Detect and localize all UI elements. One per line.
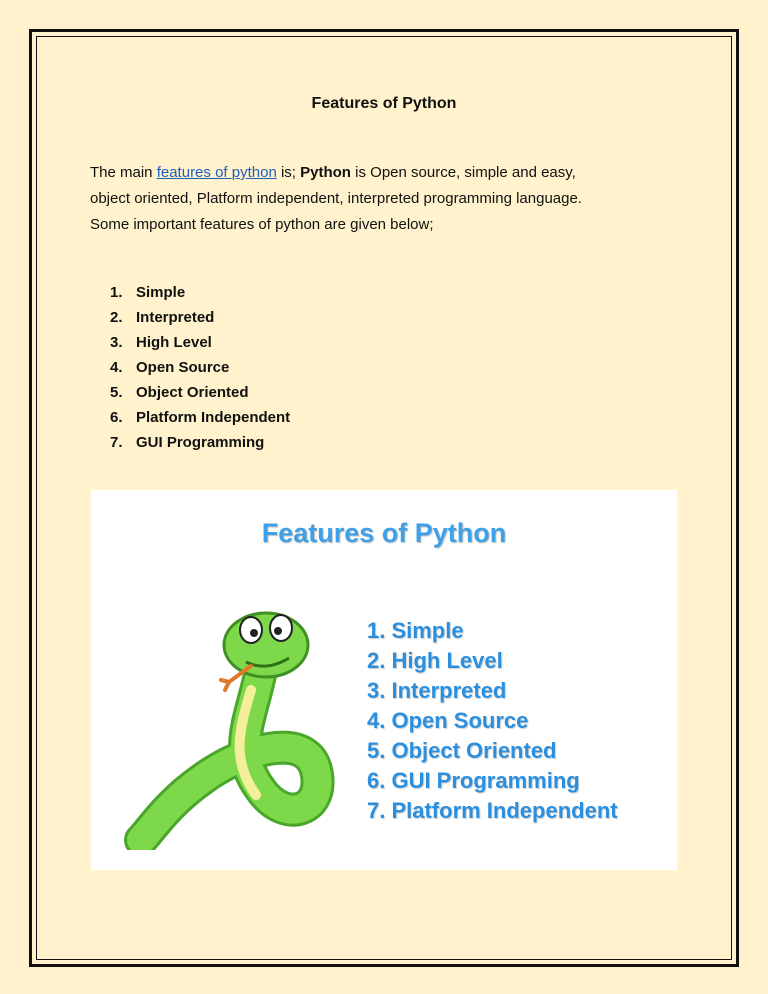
feature-list [110, 280, 290, 455]
list-item [110, 380, 290, 405]
list-item [110, 430, 290, 455]
list-label: Platform Independent [136, 409, 291, 426]
figure-list-item: 6. GUI Programming [367, 768, 580, 793]
intro-rest: is Open source, simple and easy, [350, 164, 576, 181]
figure-list-item: 3. Interpreted [367, 678, 507, 703]
list-item [110, 355, 290, 380]
intro-line-1 [90, 160, 690, 186]
list-label: Open Source [136, 359, 230, 376]
list-label: GUI Programming [136, 434, 265, 451]
features-link[interactable]: features of python [156, 164, 277, 181]
list-number: 5. [110, 384, 123, 401]
list-item [110, 305, 290, 330]
figure-feature-list [367, 616, 618, 826]
list-number: 4. [110, 359, 123, 376]
list-item [110, 330, 290, 355]
figure-title: Features of Python [261, 518, 507, 548]
list-number: 7. [110, 434, 123, 451]
figure-list-item: 4. Open Source [367, 708, 529, 733]
python-bold: Python [300, 164, 351, 181]
figure-list-item: 1. Simple [367, 618, 464, 643]
list-number: 1. [110, 284, 123, 301]
list-label: High Level [136, 334, 212, 351]
list-item [110, 405, 290, 430]
features-figure [91, 490, 677, 870]
intro-line-3: Some important features of python are given below; [90, 216, 434, 233]
intro-paragraph [90, 160, 690, 238]
snake-icon [111, 600, 351, 850]
list-number: 6. [110, 409, 123, 426]
figure-list-item: 5. Object Oriented [367, 738, 557, 763]
list-label: Simple [136, 284, 186, 301]
intro-line-2: object oriented, Platform independent, interpreted programming language. [90, 190, 582, 207]
document-title: Features of Python [311, 95, 457, 112]
list-item [110, 280, 290, 305]
figure-list-item: 7. Platform Independent [367, 798, 618, 823]
intro-middle: is; [276, 164, 301, 181]
figure-list-item: 2. High Level [367, 648, 503, 673]
list-label: Interpreted [136, 309, 215, 326]
list-label: Object Oriented [136, 384, 249, 401]
intro-prefix: The main [90, 164, 157, 181]
list-number: 3. [110, 334, 123, 351]
list-number: 2. [110, 309, 123, 326]
